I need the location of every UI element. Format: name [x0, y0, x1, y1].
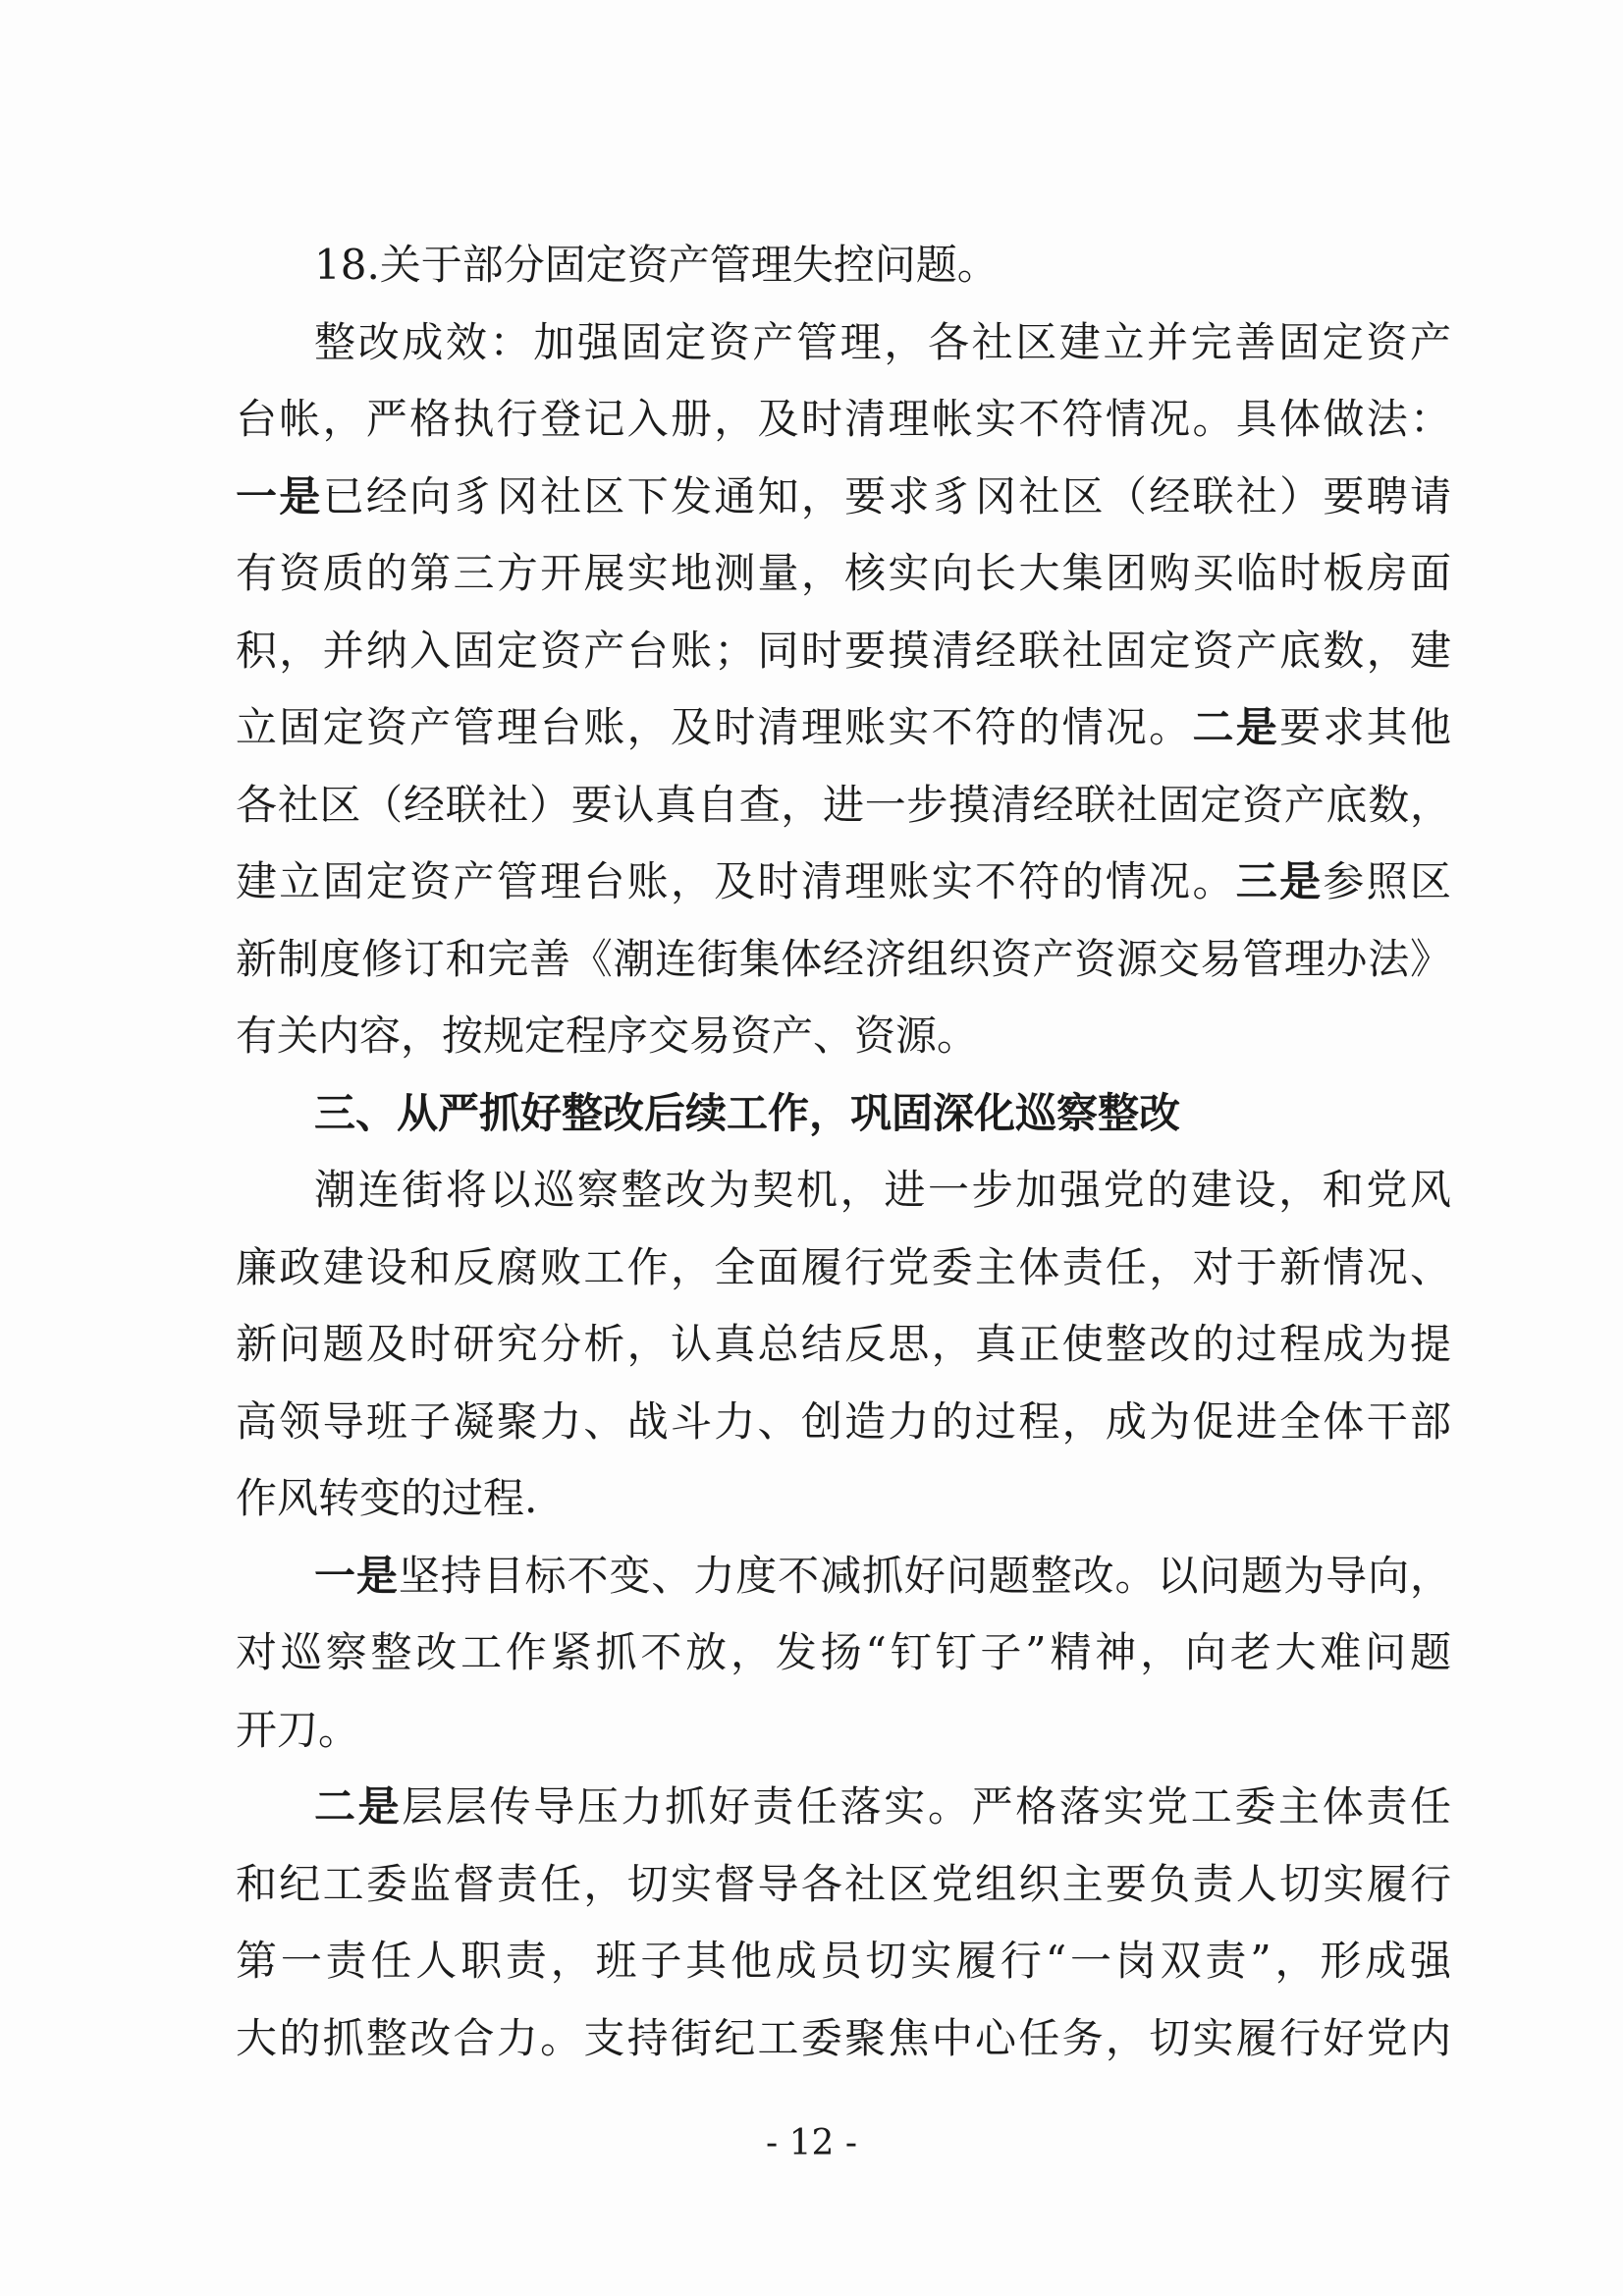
document-body	[236, 227, 1451, 2077]
item-18-heading	[236, 227, 1451, 304]
point-marker: 一是	[314, 1551, 399, 1600]
line-text: 参照区	[1323, 857, 1451, 905]
point-1-paragraph	[236, 1538, 1451, 1770]
line-text: 整改成效：加强固定资产管理，各社区建立并完善固定资产	[314, 317, 1451, 366]
body-line	[236, 1460, 1451, 1538]
section-3-intro-paragraph	[236, 1152, 1451, 1538]
line-text: 要求其他	[1279, 703, 1451, 751]
body-line	[236, 1538, 1451, 1615]
line-text: 坚持目标不变、力度不减抓好问题整改。以问题为导向，	[398, 1551, 1451, 1600]
body-line	[236, 1152, 1451, 1230]
line-text: 新制度修订和完善《潮连街集体经济组织资产资源交易管理办法》	[236, 934, 1451, 983]
body-line	[236, 767, 1451, 845]
body-line	[236, 459, 1451, 536]
line-text: 廉政建设和反腐败工作，全面履行党委主体责任，对于新情况、	[236, 1242, 1451, 1291]
line-text: 立固定资产管理台账，及时清理账实不符的情况。	[236, 703, 1193, 751]
section-3-heading-text: 三、从严抓好整改后续工作，巩固深化巡察整改	[314, 1088, 1181, 1137]
body-line	[236, 535, 1451, 613]
line-text: 各社区（经联社）要认真自查，进一步摸清经联社固定资产底数，	[236, 780, 1451, 829]
body-line	[236, 921, 1451, 999]
line-text: 和纪工委监督责任，切实督导各社区党组织主要负责人切实履行	[236, 1859, 1451, 1908]
body-line	[236, 1846, 1451, 1924]
line-text: 大的抓整改合力。支持街纪工委聚焦中心任务，切实履行好党内	[236, 2013, 1451, 2062]
body-line	[236, 613, 1451, 690]
body-line	[236, 381, 1451, 459]
section-3-heading	[236, 1075, 1451, 1153]
body-line	[236, 1384, 1451, 1461]
body-line	[236, 227, 1451, 304]
line-text: 新问题及时研究分析，认真总结反思，真正使整改的过程成为提	[236, 1320, 1451, 1368]
item-18-heading-text: 18.关于部分固定资产管理失控问题。	[314, 241, 999, 289]
body-line	[236, 1075, 1451, 1153]
line-text: 高领导班子凝聚力、战斗力、创造力的过程，成为促进全体干部	[236, 1396, 1451, 1446]
line-text: 层层传导压力抓好责任落实。严格落实党工委主体责任	[402, 1782, 1451, 1831]
body-line	[236, 2000, 1451, 2078]
body-line	[236, 304, 1451, 382]
point-marker: 三是	[1235, 857, 1324, 905]
line-text: 有资质的第三方开展实地测量，核实向长大集团购买临时板房面	[236, 549, 1451, 597]
rectification-results-paragraph	[236, 304, 1451, 1075]
body-line	[236, 998, 1451, 1075]
body-line	[236, 844, 1451, 921]
line-text: 对巡察整改工作紧抓不放，发扬“钉钉子”精神，向老大难问题	[236, 1628, 1451, 1676]
line-text: 建立固定资产管理台账，及时清理账实不符的情况。	[236, 857, 1236, 905]
body-line	[236, 689, 1451, 767]
page-number: - 12 -	[765, 2123, 858, 2163]
line-text: 积，并纳入固定资产台账；同时要摸清经联社固定资产底数，建	[236, 626, 1451, 675]
point-2-paragraph	[236, 1769, 1451, 2077]
body-line	[236, 1692, 1451, 1770]
point-marker: 一是	[236, 471, 323, 520]
line-text: 有关内容，按规定程序交易资产、资源。	[236, 1011, 979, 1060]
line-text: 作风转变的过程.	[236, 1474, 538, 1522]
body-line	[236, 1923, 1451, 2000]
body-line	[236, 1230, 1451, 1307]
line-text: 开刀。	[236, 1705, 360, 1754]
line-text: 已经向豸冈社区下发通知，要求豸冈社区（经联社）要聘请	[322, 471, 1451, 520]
line-text: 第一责任人职责，班子其他成员切实履行“一岗双责”，形成强	[236, 1937, 1451, 1985]
body-line	[236, 1614, 1451, 1692]
body-line	[236, 1306, 1451, 1384]
point-marker: 二是	[314, 1782, 403, 1831]
line-text: 潮连街将以巡察整改为契机，进一步加强党的建设，和党风	[314, 1166, 1451, 1214]
body-line	[236, 1769, 1451, 1846]
line-text: 台帐，严格执行登记入册，及时清理帐实不符情况。具体做法：	[236, 395, 1451, 443]
point-marker: 二是	[1192, 703, 1280, 751]
